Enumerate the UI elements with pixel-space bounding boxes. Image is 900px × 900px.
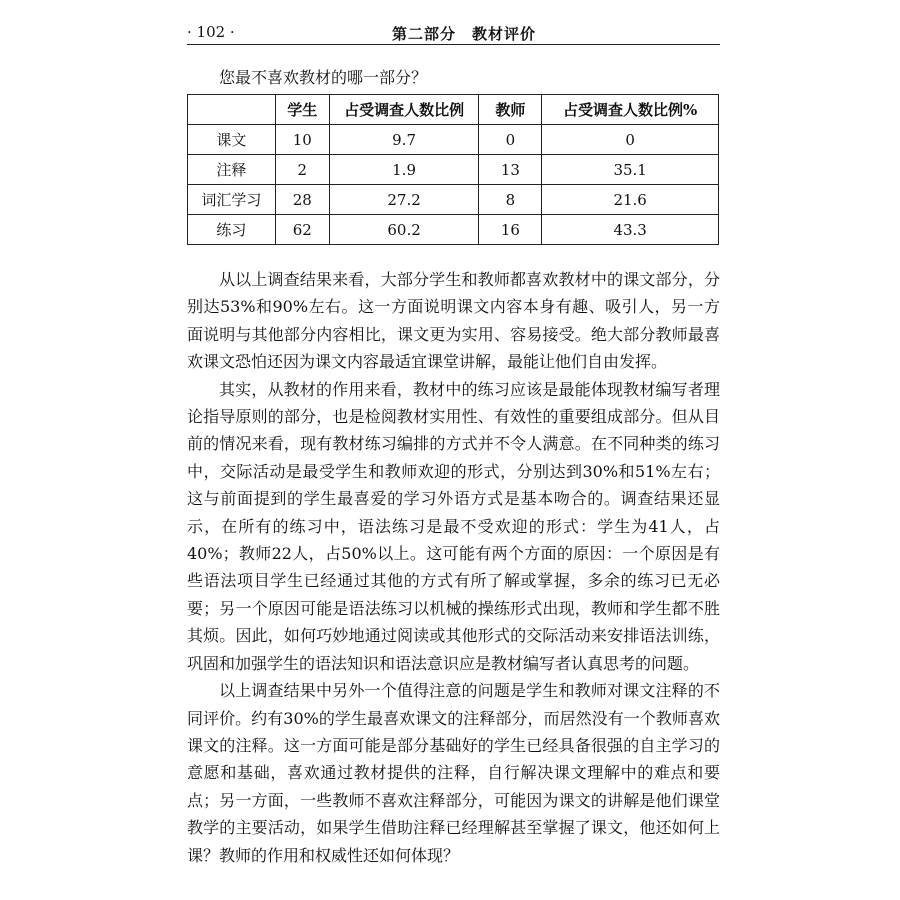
table-row: [188, 185, 719, 215]
table-cell: 课文: [188, 125, 276, 155]
table-cell: 35.1: [542, 155, 719, 185]
section-title: 第二部分 教材评价: [392, 25, 537, 43]
header-cell-student-percent: 占受调查人数比例: [329, 95, 479, 125]
survey-question: 您最不喜欢教材的哪一部分？: [219, 68, 428, 87]
table-cell: 62: [275, 215, 329, 245]
table-cell: 0: [542, 125, 719, 155]
table-cell: 8: [479, 185, 542, 215]
header-cell-students: 学生: [275, 95, 329, 125]
table-cell: 词汇学习: [188, 185, 276, 215]
header-cell-teachers: 教师: [479, 95, 542, 125]
table-cell: 60.2: [329, 215, 479, 245]
table-cell: 0: [479, 125, 542, 155]
table-cell: 2: [275, 155, 329, 185]
table-cell: 注释: [188, 155, 276, 185]
table-cell: 9.7: [329, 125, 479, 155]
table-cell: 43.3: [542, 215, 719, 245]
table-cell: 27.2: [329, 185, 479, 215]
table-cell: 10: [275, 125, 329, 155]
table-cell: 13: [479, 155, 542, 185]
table-cell: 16: [479, 215, 542, 245]
table-cell: 21.6: [542, 185, 719, 215]
table-cell: 练习: [188, 215, 276, 245]
paragraph: 以上调查结果中另外一个值得注意的问题是学生和教师对课文注释的不同评价。约有30%的学生最喜欢课文的注释部分，而居然没有一个教师喜欢课文的注释。这一方面可能是部分基础好的学生已经具备很强的自主学习的意愿和基础，喜欢通过教材提供的注释，自行解决课文理解中的难点和要点；另一方面，一些教师不喜欢注释部分，可能因为课文的讲解是他们课堂教学的主要活动，如果学生借助注释已经理解甚至掌握了课文，他还如何上课？教师的作用和权威性还如何体现？: [187, 681, 720, 865]
table-row: [188, 125, 719, 155]
running-header: [187, 22, 720, 45]
table-row: [188, 155, 719, 185]
paragraph: 其实，从教材的作用来看，教材中的练习应该是最能体现教材编写者理论指导原则的部分，也是检阅教材实用性、有效性的重要组成部分。但从目前的情况来看，现有教材练习编排的方式并不令人满意。在不同种类的练习中，交际活动是最受学生和教师欢迎的形式，分别达到30%和51%左右；这与前面提到的学生最喜爱的学习外语方式是基本吻合的。调查结果还显示，在所有的练习中，语法练习是最不受欢迎的形式：学生为41人，占40%；教师22人，占50%以上。这可能有两个方面的原因：一个原因是有些语法项目学生已经通过其他的方式有所了解或掌握，多余的练习已无必要；另一个原因可能是语法练习以机械的操练形式出现，教师和学生都不胜其烦。因此，如何巧妙地通过阅读或其他形式的交际活动来安排语法训练，巩固和加强学生的语法知识和语法意识应是教材编写者认真思考的问题。: [187, 379, 720, 673]
page-number: · 102 ·: [187, 23, 235, 41]
header-cell-item: [188, 95, 276, 125]
table-header-row: [188, 95, 719, 125]
table-cell: 28: [275, 185, 329, 215]
header-cell-teacher-percent: 占受调查人数比例%: [542, 95, 719, 125]
body-text: [187, 266, 720, 869]
survey-table: [187, 94, 719, 245]
paragraph: 从以上调查结果来看，大部分学生和教师都喜欢教材中的课文部分，分别达53%和90%左右。这一方面说明课文内容本身有趣、吸引人，另一方面说明与其他部分内容相比，课文更为实用、容易接受。绝大部分教师最喜欢课文恐怕还因为课文内容最适宜课堂讲解，最能让他们自由发挥。: [187, 270, 720, 372]
table-row: [188, 215, 719, 245]
table-cell: 1.9: [329, 155, 479, 185]
